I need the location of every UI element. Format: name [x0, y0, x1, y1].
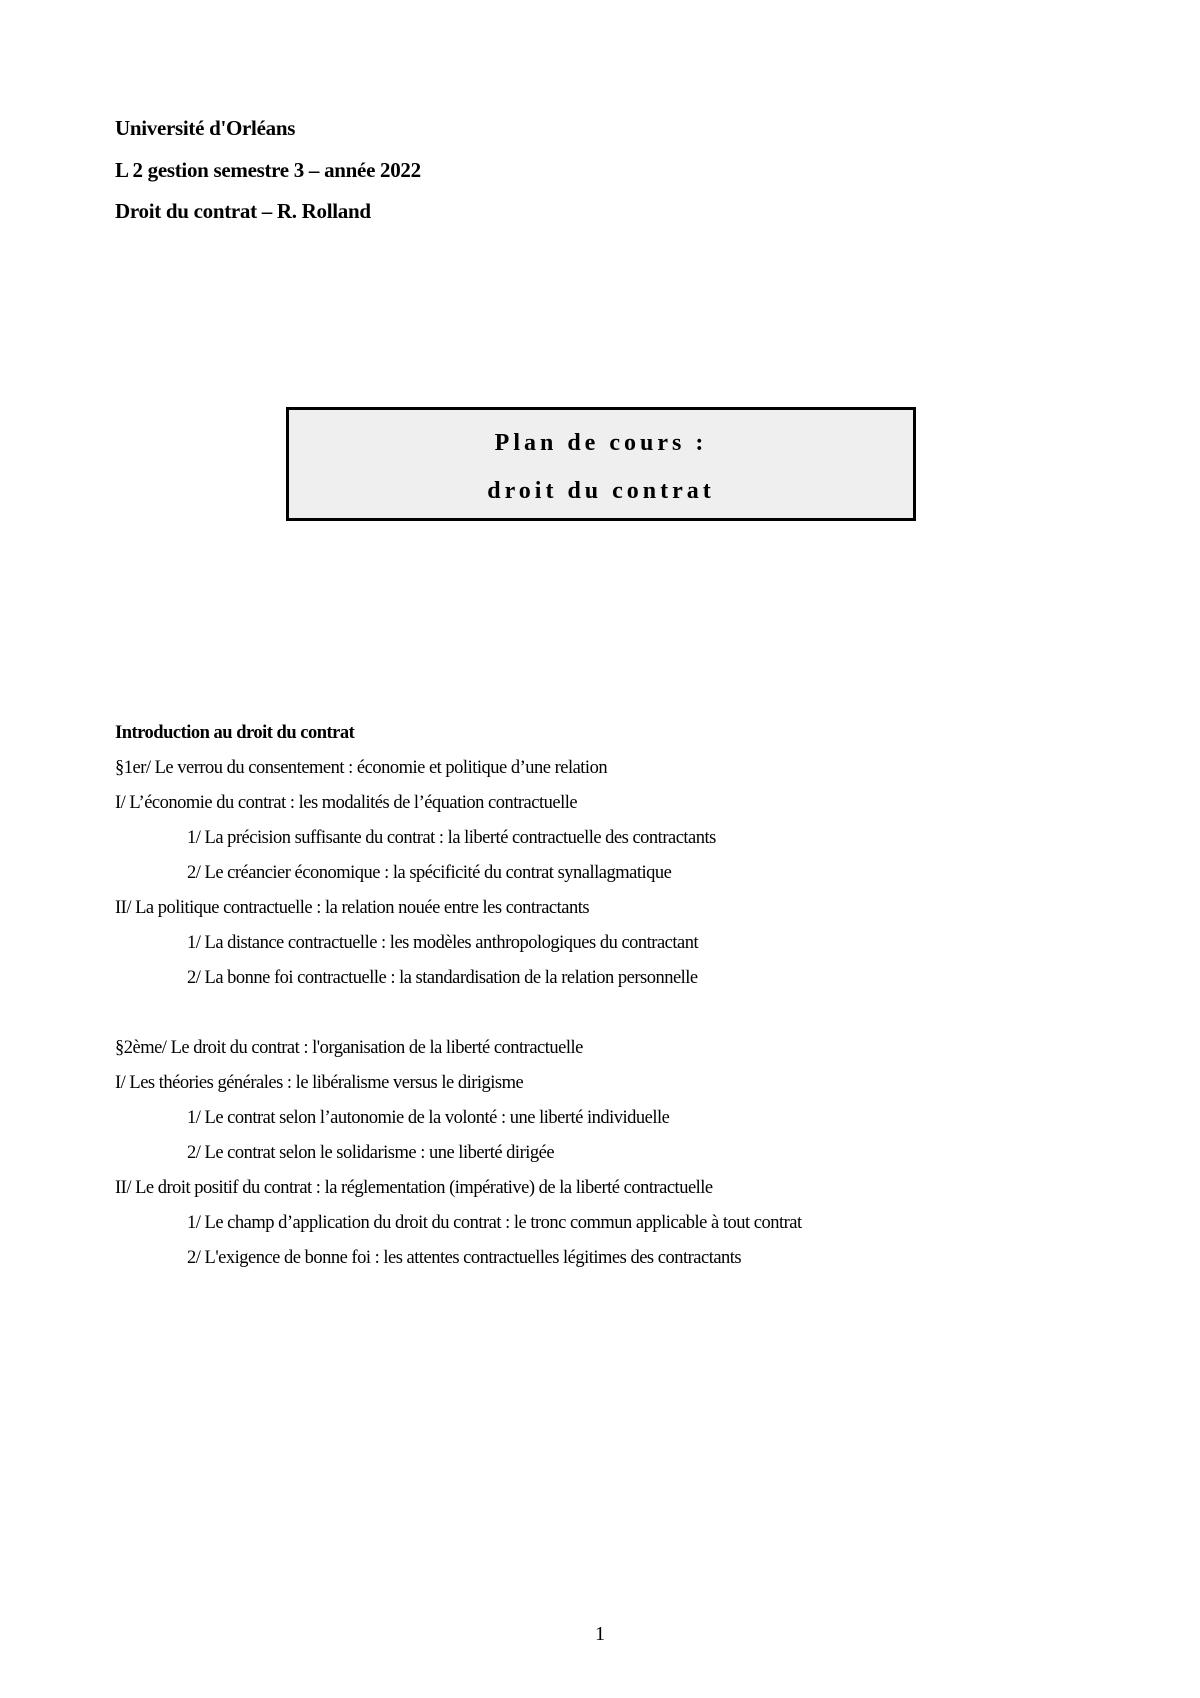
section-1-part-2-title: II/ La politique contractuelle : la relation nouée entre les contractants	[115, 898, 590, 918]
section-1-title: §1er/ Le verrou du consentement : économie et politique d’une relation	[115, 758, 608, 778]
section-2-part-1-item-2: 2/ Le contrat selon le solidarisme : une liberté dirigée	[187, 1143, 555, 1163]
section-1-part-1-title: I/ L’économie du contrat : les modalités de l’équation contractuelle	[115, 793, 578, 813]
section-1-part-1-item-2: 2/ Le créancier économique : la spécificité du contrat synallagmatique	[187, 863, 672, 883]
course-line: Droit du contrat – R. Rolland	[115, 199, 371, 223]
section-2-title: §2ème/ Le droit du contrat : l'organisation de la liberté contractuelle	[115, 1038, 583, 1058]
university-name: Université d'Orléans	[115, 116, 296, 140]
section-2-part-1-title: I/ Les théories générales : le libéralisme versus le dirigisme	[115, 1073, 524, 1093]
section-1-part-1-item-1: 1/ La précision suffisante du contrat : la liberté contractuelle des contractants	[187, 828, 716, 848]
section-1-part-2-item-2: 2/ La bonne foi contractuelle : la standardisation de la relation personnelle	[187, 968, 698, 988]
course-plan-title-box	[286, 407, 916, 521]
title-line-1: Plan de cours :	[494, 430, 708, 456]
section-2-part-2-title: II/ Le droit positif du contrat : la réglementation (impérative) de la liberté contractuelle	[115, 1178, 713, 1198]
title-line-2: droit du contrat	[487, 478, 715, 504]
outline-heading: Introduction au droit du contrat	[115, 723, 355, 743]
section-spacer	[115, 996, 1115, 1031]
section-2-part-1-item-1: 1/ Le contrat selon l’autonomie de la volonté : une liberté individuelle	[187, 1108, 670, 1128]
program-line: L 2 gestion semestre 3 – année 2022	[115, 158, 421, 182]
section-1-part-2-item-1: 1/ La distance contractuelle : les modèles anthropologiques du contractant	[187, 933, 699, 953]
section-2-part-2-item-2: 2/ L'exigence de bonne foi : les attentes contractuelles légitimes des contractants	[187, 1248, 742, 1268]
course-outline	[115, 716, 1115, 1276]
page-number: 1	[595, 1623, 605, 1645]
section-2-part-2-item-1: 1/ Le champ d’application du droit du contrat : le tronc commun applicable à tout contrat	[187, 1213, 802, 1233]
